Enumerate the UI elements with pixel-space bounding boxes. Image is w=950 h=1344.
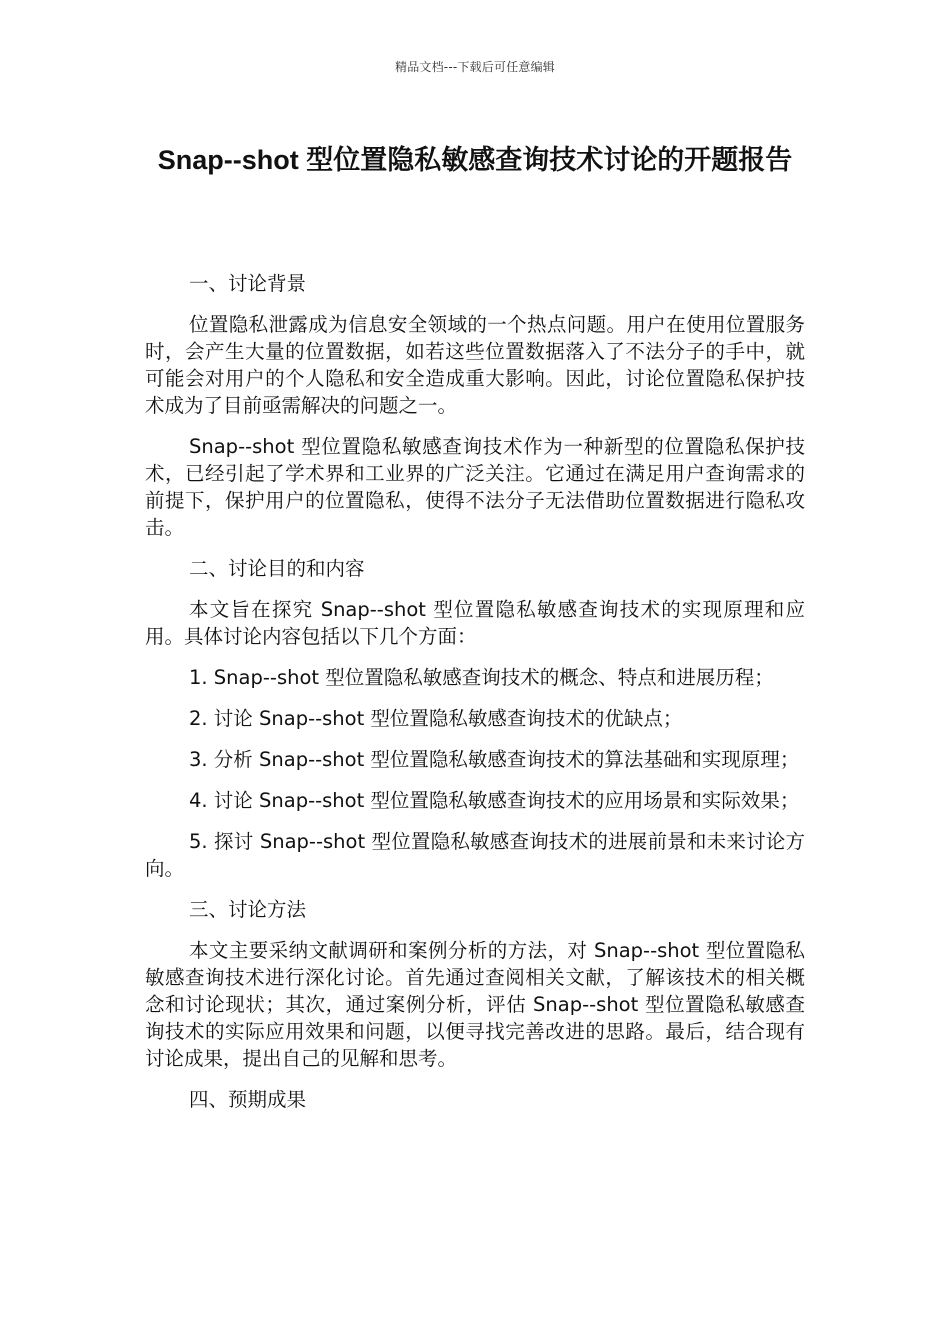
document-body [145,270,805,1127]
paragraph: 位置隐私泄露成为信息安全领域的一个热点问题。用户在使用位置服务时，会产生大量的位置数据，如若这些位置数据落入了不法分子的手中，就可能会对用户的个人隐私和安全造成重大影响。因此，讨论位置隐私保护技术成为了目前亟需解决的问题之一。 [145,313,805,417]
document-title: Snap--shot 型位置隐私敏感查询技术讨论的开题报告 [157,145,793,175]
paragraph: 本文主要采纳文献调研和案例分析的方法，对 Snap--shot 型位置隐私敏感查询技术进行深化讨论。首先通过查阅相关文献，了解该技术的相关概念和讨论现状；其次，通过案例分析，评估 Snap--shot 型位置隐私敏感查询技术的实际应用效果和问题，以便寻找完善改进的思路。最后，结合现有讨论成果，提出自己的见解和思考。 [145,939,805,1070]
paragraph: 本文旨在探究 Snap--shot 型位置隐私敏感查询技术的实现原理和应用。具体讨论内容包括以下几个方面： [145,598,805,648]
list-item: 1. Snap--shot 型位置隐私敏感查询技术的概念、特点和进展历程； [189,666,774,689]
list-item: 3. 分析 Snap--shot 型位置隐私敏感查询技术的算法基础和实现原理； [189,748,800,771]
list-item: 2. 讨论 Snap--shot 型位置隐私敏感查询技术的优缺点； [189,707,683,730]
section-heading-background: 一、讨论背景 [189,272,307,295]
section-heading-purpose: 二、讨论目的和内容 [189,557,365,580]
list-item: 4. 讨论 Snap--shot 型位置隐私敏感查询技术的应用场景和实际效果； [189,789,800,812]
header-note: 精品文档---下载后可任意编辑 [395,60,555,74]
section-heading-outcomes: 四、预期成果 [189,1088,307,1111]
list-item: 5. 探讨 Snap--shot 型位置隐私敏感查询技术的进展前景和未来讨论方向。 [145,830,805,880]
paragraph: Snap--shot 型位置隐私敏感查询技术作为一种新型的位置隐私保护技术，已经引起了学术界和工业界的广泛关注。它通过在满足用户查询需求的前提下，保护用户的位置隐私，使得不法分子无法借助位置数据进行隐私攻击。 [145,435,805,539]
section-heading-method: 三、讨论方法 [189,898,307,921]
